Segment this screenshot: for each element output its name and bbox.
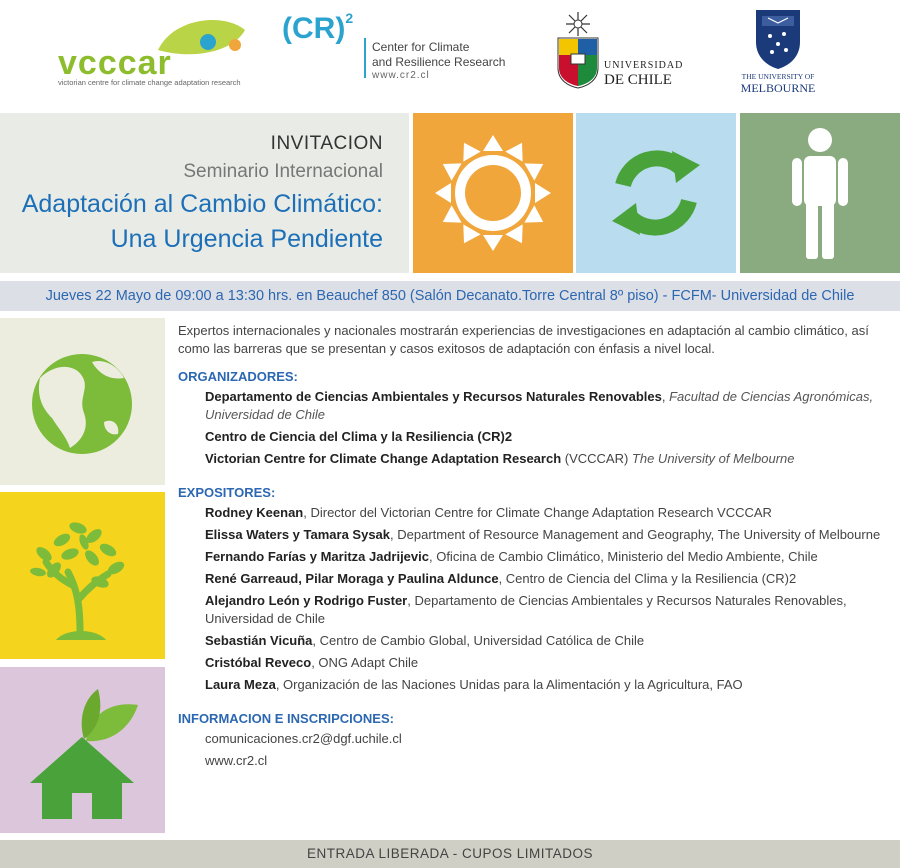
speakers-list bbox=[178, 504, 893, 694]
organizer-item bbox=[205, 450, 893, 468]
seminar-label: Seminario Internacional bbox=[183, 161, 383, 182]
melbourne-crest-icon bbox=[728, 6, 828, 72]
speaker-role: , Centro de Cambio Global, Universidad Católica de Chile bbox=[312, 633, 645, 648]
speaker-name: Fernando Farías y Maritza Jadrijevic bbox=[205, 549, 429, 564]
intro-text: Expertos internacionales y nacionales mostrarán experiencias de investigaciones en adaptación al cambio climático, así como las barreras que se presentan y casos exitosos de adaptación con énfasis a nivel local. bbox=[178, 323, 869, 356]
cr2-logo bbox=[282, 12, 512, 82]
speaker-item bbox=[205, 676, 893, 694]
melbourne-logo bbox=[728, 6, 828, 96]
cr2-name-line1: Center for Climate bbox=[372, 40, 470, 54]
sun-tile bbox=[413, 113, 573, 273]
organizer-item bbox=[205, 388, 893, 424]
speaker-role: , Centro de Ciencia del Clima y la Resiliencia (CR)2 bbox=[498, 571, 797, 586]
recycle-icon bbox=[576, 113, 736, 273]
main-content bbox=[178, 322, 893, 774]
organizers-list bbox=[178, 388, 893, 468]
recycle-tile bbox=[576, 113, 736, 273]
cr2-mark-sup: 2 bbox=[345, 10, 354, 26]
cr2-divider bbox=[364, 38, 366, 78]
info-list bbox=[178, 730, 893, 770]
vcccar-wordmark: vcccar bbox=[58, 44, 172, 82]
speaker-name: Elissa Waters y Tamara Sysak bbox=[205, 527, 391, 542]
speaker-name: René Garreaud, Pilar Moraga y Paulina Aldunce bbox=[205, 571, 499, 586]
speaker-name: Sebastián Vicuña bbox=[205, 633, 313, 648]
speaker-item bbox=[205, 570, 893, 588]
contact-email-link[interactable]: comunicaciones.cr2@dgf.uchile.cl bbox=[205, 731, 402, 746]
speaker-name: Cristóbal Reveco bbox=[205, 655, 312, 670]
invitation-label: INVITACION bbox=[270, 133, 383, 154]
melbourne-line2: MELBOURNE bbox=[740, 81, 816, 95]
event-date-location: Jueves 22 Mayo de 09:00 a 13:30 hrs. en Beauchef 850 (Salón Decanato.Torre Central 8º piso) - FCFM- Universidad de Chile bbox=[0, 281, 900, 311]
organizer-detail: The University of Melbourne bbox=[631, 451, 795, 466]
cr2-name-line2: and Resilience Research bbox=[372, 55, 506, 69]
house-icon bbox=[0, 667, 165, 833]
title-banner bbox=[0, 113, 409, 273]
organizers-heading: ORGANIZADORES: bbox=[178, 369, 298, 384]
organizer-name: Centro de Ciencia del Clima y la Resiliencia (CR)2 bbox=[205, 429, 513, 444]
uchile-logo bbox=[554, 10, 694, 90]
sun-icon bbox=[413, 113, 573, 273]
speaker-item bbox=[205, 526, 893, 544]
speaker-item bbox=[205, 654, 893, 672]
uchile-shield-icon bbox=[554, 10, 602, 90]
uchile-line1: UNIVERSIDAD bbox=[604, 60, 684, 71]
organizer-name: Victorian Centre for Climate Change Adaptation Research bbox=[205, 451, 562, 466]
organizer-detail: Facultad de Ciencias Agronómicas, Universidad de Chile bbox=[205, 389, 874, 422]
logo-header bbox=[0, 0, 900, 110]
house-panel bbox=[0, 667, 165, 833]
cr2-url: www.cr2.cl bbox=[372, 70, 430, 81]
speaker-item bbox=[205, 632, 893, 650]
info-heading: INFORMACION E INSCRIPCIONES: bbox=[178, 711, 394, 726]
speaker-role: , Organización de las Naciones Unidas para la Alimentación y la Agricultura, FAO bbox=[275, 677, 743, 692]
speaker-item bbox=[205, 592, 893, 628]
speaker-role: , Oficina de Cambio Climático, Ministerio del Medio Ambiente, Chile bbox=[428, 549, 818, 564]
website-link[interactable]: www.cr2.cl bbox=[205, 753, 268, 768]
speaker-role: , ONG Adapt Chile bbox=[311, 655, 419, 670]
speaker-item bbox=[205, 504, 893, 522]
organizer-separator: (VCCCAR) bbox=[561, 451, 632, 466]
speakers-heading: EXPOSITORES: bbox=[178, 485, 276, 500]
speaker-item bbox=[205, 548, 893, 566]
globe-icon bbox=[0, 318, 165, 485]
tree-panel bbox=[0, 492, 165, 659]
speaker-name: Alejandro León y Rodrigo Fuster bbox=[205, 593, 408, 608]
cr2-mark-text: (CR) bbox=[282, 12, 346, 45]
speaker-role: , Director del Victorian Centre for Climate Change Adaptation Research VCCCAR bbox=[303, 505, 772, 520]
speaker-role: , Department of Resource Management and Geography, The University of Melbourne bbox=[390, 527, 881, 542]
vcccar-subtitle: victorian centre for climate change adaptation research bbox=[58, 78, 241, 87]
uchile-line2: DE CHILE bbox=[604, 72, 672, 88]
organizer-name: Departamento de Ciencias Ambientales y Recursos Naturales Renovables bbox=[205, 389, 662, 404]
person-tile bbox=[740, 113, 900, 273]
event-title-line2: Una Urgencia Pendiente bbox=[110, 225, 383, 253]
tree-icon bbox=[0, 492, 165, 659]
organizer-separator: , bbox=[661, 389, 670, 404]
vcccar-logo bbox=[58, 12, 248, 88]
speaker-name: Rodney Keenan bbox=[205, 505, 304, 520]
footer-bar: ENTRADA LIBERADA - CUPOS LIMITADOS bbox=[0, 840, 900, 868]
cr2-mark bbox=[282, 12, 353, 46]
organizer-item bbox=[205, 428, 893, 446]
globe-panel bbox=[0, 318, 165, 485]
melbourne-line1: THE UNIVERSITY OF bbox=[741, 72, 815, 81]
speaker-role: , Departamento de Ciencias Ambientales y Recursos Naturales Renovables, Universidad de Chile bbox=[205, 593, 847, 626]
speaker-name: Laura Meza bbox=[205, 677, 276, 692]
person-icon bbox=[740, 113, 900, 273]
event-title-line1: Adaptación al Cambio Climático: bbox=[21, 190, 383, 218]
